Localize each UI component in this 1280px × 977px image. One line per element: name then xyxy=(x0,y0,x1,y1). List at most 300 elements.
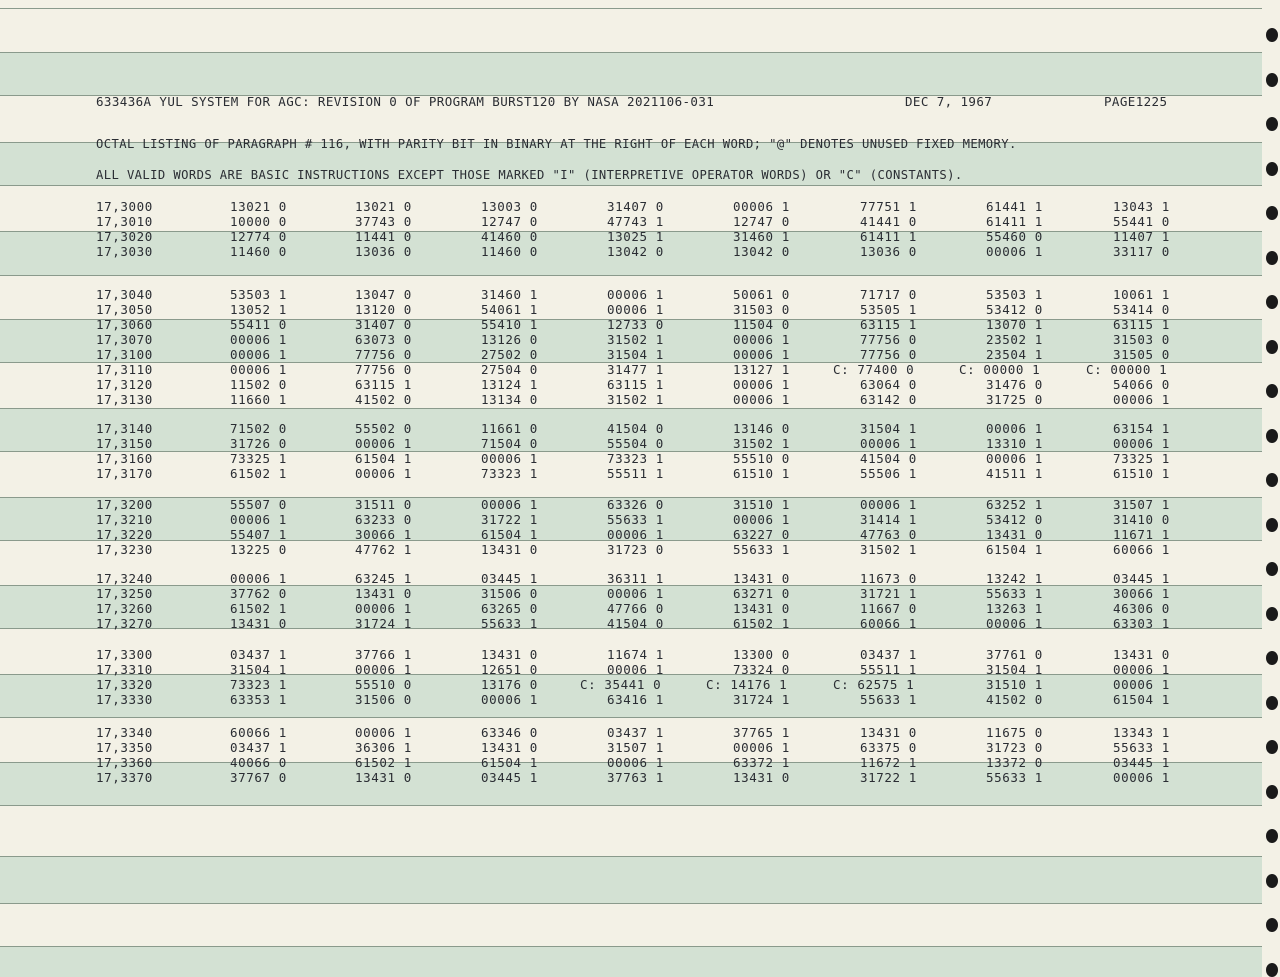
word-cell: 55460 0 xyxy=(986,228,1043,244)
note-line-1: OCTAL LISTING OF PARAGRAPH # 116, WITH PARITY BIT IN BINARY AT THE RIGHT OF EACH WORD; "@" DENOTES UNUSED FIXED MEMORY. xyxy=(96,137,1017,151)
feed-hole xyxy=(1266,473,1278,487)
word-cell: 41502 0 xyxy=(986,691,1043,707)
word-cell: 13003 0 xyxy=(481,199,538,214)
header-page: PAGE1225 xyxy=(1104,94,1168,109)
word-cell: 13431 0 xyxy=(1113,647,1170,662)
word-cell: 55633 1 xyxy=(481,615,538,631)
word-cell: 61504 1 xyxy=(986,541,1043,557)
word-cell: 13036 0 xyxy=(355,243,412,259)
feed-hole xyxy=(1266,874,1278,888)
word-cell: 37761 0 xyxy=(986,647,1043,662)
word-cell: 55633 1 xyxy=(860,691,917,707)
word-cell: 13036 0 xyxy=(860,243,917,259)
word-cell: 71717 0 xyxy=(860,287,917,302)
word-cell: 37765 1 xyxy=(733,725,790,740)
word-cell: 11661 0 xyxy=(481,421,538,436)
word-cell: 31726 0 xyxy=(230,435,287,451)
word-cell: 61502 1 xyxy=(355,754,412,770)
word-cell: 37743 0 xyxy=(355,213,412,229)
address-cell: 17,3100 xyxy=(96,347,153,362)
word-cell: 55407 1 xyxy=(230,526,287,542)
word-cell: 00006 1 xyxy=(860,435,917,451)
address-cell: 17,3220 xyxy=(96,526,153,542)
word-cell: 61504 1 xyxy=(1113,691,1170,707)
word-cell: 00006 1 xyxy=(230,331,287,347)
word-cell: 73325 1 xyxy=(1113,450,1170,466)
word-cell: 03437 1 xyxy=(230,739,287,755)
word-cell: 61502 1 xyxy=(733,615,790,631)
word-cell: 31504 1 xyxy=(230,661,287,677)
word-cell: 00006 1 xyxy=(1113,769,1170,785)
word-cell: 31723 0 xyxy=(986,739,1043,755)
address-cell: 17,3010 xyxy=(96,213,153,229)
address-cell: 17,3160 xyxy=(96,450,153,466)
word-cell: 11660 1 xyxy=(230,391,287,407)
word-cell: 63265 0 xyxy=(481,600,538,616)
word-cell: 11667 0 xyxy=(860,600,917,616)
word-cell: 77756 0 xyxy=(355,347,412,362)
feed-hole xyxy=(1266,295,1278,309)
word-cell: 13372 0 xyxy=(986,754,1043,770)
word-cell: 00006 1 xyxy=(607,287,664,302)
word-cell: 63271 0 xyxy=(733,585,790,601)
word-cell: 63375 0 xyxy=(860,739,917,755)
feed-hole xyxy=(1266,28,1278,42)
word-cell: C: 00000 1 xyxy=(959,361,1041,377)
word-cell: 00006 1 xyxy=(733,739,790,755)
word-cell: 73325 1 xyxy=(230,450,287,466)
address-cell: 17,3330 xyxy=(96,691,153,707)
word-cell: 23504 1 xyxy=(986,347,1043,362)
word-cell: 03445 1 xyxy=(1113,754,1170,770)
word-cell: 63233 0 xyxy=(355,511,412,527)
rule-line xyxy=(0,8,1262,9)
word-cell: 61504 1 xyxy=(355,450,412,466)
word-cell: 13225 0 xyxy=(230,541,287,557)
word-cell: 31502 1 xyxy=(607,391,664,407)
word-cell: C: 00000 1 xyxy=(1086,361,1168,377)
rule-line xyxy=(0,805,1262,806)
word-cell: 13343 1 xyxy=(1113,725,1170,740)
word-cell: 73324 0 xyxy=(733,661,790,677)
word-cell: 41504 0 xyxy=(607,615,664,631)
word-cell: 11671 1 xyxy=(1113,526,1170,542)
word-cell: 11441 0 xyxy=(355,228,412,244)
word-cell: 63346 0 xyxy=(481,725,538,740)
word-cell: 13300 0 xyxy=(733,647,790,662)
word-cell: 00006 1 xyxy=(986,243,1043,259)
word-cell: 00006 1 xyxy=(1113,676,1170,692)
address-cell: 17,3070 xyxy=(96,331,153,347)
word-cell: 13021 0 xyxy=(355,199,412,214)
word-cell: 63372 1 xyxy=(733,754,790,770)
word-cell: 55502 0 xyxy=(355,421,412,436)
word-cell: 10000 0 xyxy=(230,213,287,229)
word-cell: 31511 0 xyxy=(355,497,412,512)
word-cell: 55504 0 xyxy=(607,435,664,451)
feed-hole xyxy=(1266,206,1278,220)
address-cell: 17,3110 xyxy=(96,361,153,377)
word-cell: 31414 1 xyxy=(860,511,917,527)
word-cell: 00006 1 xyxy=(355,435,412,451)
word-cell: 11674 1 xyxy=(607,647,664,662)
word-cell: 11407 1 xyxy=(1113,228,1170,244)
word-cell: 47762 1 xyxy=(355,541,412,557)
feed-hole xyxy=(1266,829,1278,843)
word-cell: 55633 1 xyxy=(607,511,664,527)
word-cell: 31507 1 xyxy=(607,739,664,755)
word-cell: 55511 1 xyxy=(860,661,917,677)
word-cell: 31504 1 xyxy=(607,347,664,362)
word-cell: 55411 0 xyxy=(230,316,287,332)
paper-band xyxy=(0,53,1262,95)
word-cell: 63326 0 xyxy=(607,497,664,512)
feed-hole xyxy=(1266,384,1278,398)
word-cell: 00006 1 xyxy=(733,347,790,362)
word-cell: 13047 0 xyxy=(355,287,412,302)
word-cell: 13120 0 xyxy=(355,301,412,317)
rule-line xyxy=(0,856,1262,857)
word-cell: 63073 0 xyxy=(355,331,412,347)
word-cell: 53414 0 xyxy=(1113,301,1170,317)
word-cell: C: 62575 1 xyxy=(833,676,915,692)
word-cell: 61510 1 xyxy=(1113,465,1170,481)
feed-hole xyxy=(1266,607,1278,621)
word-cell: 36306 1 xyxy=(355,739,412,755)
feed-hole xyxy=(1266,73,1278,87)
word-cell: 13124 1 xyxy=(481,376,538,392)
word-cell: 37767 0 xyxy=(230,769,287,785)
word-cell: 00006 1 xyxy=(607,585,664,601)
word-cell: 71504 0 xyxy=(481,435,538,451)
note-line-2: ALL VALID WORDS ARE BASIC INSTRUCTIONS EXCEPT THOSE MARKED "I" (INTERPRETIVE OPERATOR WORDS) OR "C" (CONSTANTS). xyxy=(96,168,963,182)
word-cell: 47763 0 xyxy=(860,526,917,542)
word-cell: 31724 1 xyxy=(733,691,790,707)
word-cell: 13042 0 xyxy=(607,243,664,259)
paper-band xyxy=(0,857,1262,903)
word-cell: 55410 1 xyxy=(481,316,538,332)
word-cell: 63353 1 xyxy=(230,691,287,707)
word-cell: 13431 0 xyxy=(733,571,790,586)
word-cell: 13431 0 xyxy=(355,585,412,601)
word-cell: 41504 0 xyxy=(607,421,664,436)
word-cell: 31506 0 xyxy=(355,691,412,707)
address-cell: 17,3260 xyxy=(96,600,153,616)
word-cell: 54061 1 xyxy=(481,301,538,317)
word-cell: 13431 0 xyxy=(986,526,1043,542)
word-cell: 13021 0 xyxy=(230,199,287,214)
header-date: DEC 7, 1967 xyxy=(905,94,993,109)
word-cell: 00006 1 xyxy=(481,497,538,512)
word-cell: 23502 1 xyxy=(986,331,1043,347)
word-cell: 73323 1 xyxy=(607,450,664,466)
word-cell: 77756 0 xyxy=(860,331,917,347)
word-cell: 63303 1 xyxy=(1113,615,1170,631)
address-cell: 17,3340 xyxy=(96,725,153,740)
word-cell: 60066 1 xyxy=(860,615,917,631)
word-cell: 13043 1 xyxy=(1113,199,1170,214)
address-cell: 17,3000 xyxy=(96,199,153,214)
address-cell: 17,3170 xyxy=(96,465,153,481)
word-cell: 31460 1 xyxy=(733,228,790,244)
feed-hole xyxy=(1266,162,1278,176)
word-cell: 11675 0 xyxy=(986,725,1043,740)
rule-line xyxy=(0,275,1262,276)
word-cell: C: 77400 0 xyxy=(833,361,915,377)
word-cell: 00006 1 xyxy=(1113,435,1170,451)
rule-line xyxy=(0,408,1262,409)
word-cell: 63115 1 xyxy=(355,376,412,392)
word-cell: 41441 0 xyxy=(860,213,917,229)
word-cell: 77756 0 xyxy=(860,347,917,362)
word-cell: 11504 0 xyxy=(733,316,790,332)
word-cell: 10061 1 xyxy=(1113,287,1170,302)
rule-line xyxy=(0,185,1262,186)
word-cell: 13431 0 xyxy=(733,600,790,616)
word-cell: 00006 1 xyxy=(607,754,664,770)
word-cell: 00006 1 xyxy=(733,331,790,347)
word-cell: 61502 1 xyxy=(230,600,287,616)
address-cell: 17,3250 xyxy=(96,585,153,601)
word-cell: 41504 0 xyxy=(860,450,917,466)
word-cell: 55507 0 xyxy=(230,497,287,512)
word-cell: 63154 1 xyxy=(1113,421,1170,436)
word-cell: 11673 0 xyxy=(860,571,917,586)
word-cell: 63142 0 xyxy=(860,391,917,407)
word-cell: 47766 0 xyxy=(607,600,664,616)
word-cell: 63064 0 xyxy=(860,376,917,392)
word-cell: 31460 1 xyxy=(481,287,538,302)
word-cell: 27502 0 xyxy=(481,347,538,362)
address-cell: 17,3060 xyxy=(96,316,153,332)
word-cell: 00006 1 xyxy=(1113,661,1170,677)
word-cell: 13242 1 xyxy=(986,571,1043,586)
word-cell: 00006 1 xyxy=(230,571,287,586)
word-cell: 13146 0 xyxy=(733,421,790,436)
word-cell: 47743 1 xyxy=(607,213,664,229)
address-cell: 17,3270 xyxy=(96,615,153,631)
word-cell: 00006 1 xyxy=(986,615,1043,631)
word-cell: 55633 1 xyxy=(986,769,1043,785)
word-cell: 40066 0 xyxy=(230,754,287,770)
word-cell: 13263 1 xyxy=(986,600,1043,616)
feed-hole xyxy=(1266,963,1278,977)
word-cell: 41502 0 xyxy=(355,391,412,407)
word-cell: 00006 1 xyxy=(986,450,1043,466)
feed-hole xyxy=(1266,518,1278,532)
word-cell: 31407 0 xyxy=(607,199,664,214)
feed-hole xyxy=(1266,429,1278,443)
word-cell: 61411 1 xyxy=(860,228,917,244)
word-cell: 00006 1 xyxy=(481,450,538,466)
word-cell: 31505 0 xyxy=(1113,347,1170,362)
word-cell: 63115 1 xyxy=(860,316,917,332)
feed-hole xyxy=(1266,785,1278,799)
address-cell: 17,3320 xyxy=(96,676,153,692)
address-cell: 17,3350 xyxy=(96,739,153,755)
word-cell: 03445 1 xyxy=(481,571,538,586)
word-cell: 31722 1 xyxy=(481,511,538,527)
address-cell: 17,3230 xyxy=(96,541,153,557)
word-cell: 13310 1 xyxy=(986,435,1043,451)
word-cell: 13134 0 xyxy=(481,391,538,407)
word-cell: 73323 1 xyxy=(481,465,538,481)
word-cell: 13431 0 xyxy=(481,541,538,557)
word-cell: 31721 1 xyxy=(860,585,917,601)
address-cell: 17,3030 xyxy=(96,243,153,259)
word-cell: 61510 1 xyxy=(733,465,790,481)
word-cell: 53503 1 xyxy=(230,287,287,302)
word-cell: 53505 1 xyxy=(860,301,917,317)
word-cell: 61411 1 xyxy=(986,213,1043,229)
word-cell: 55510 0 xyxy=(733,450,790,466)
word-cell: 31504 1 xyxy=(986,661,1043,677)
word-cell: 37766 1 xyxy=(355,647,412,662)
word-cell: 31503 0 xyxy=(733,301,790,317)
word-cell: 31410 0 xyxy=(1113,511,1170,527)
address-cell: 17,3210 xyxy=(96,511,153,527)
address-cell: 17,3240 xyxy=(96,571,153,586)
word-cell: 00006 1 xyxy=(230,347,287,362)
word-cell: 60066 1 xyxy=(1113,541,1170,557)
word-cell: 13431 0 xyxy=(230,615,287,631)
word-cell: 13431 0 xyxy=(733,769,790,785)
word-cell: 00006 1 xyxy=(733,199,790,214)
word-cell: 13025 1 xyxy=(607,228,664,244)
rule-line xyxy=(0,52,1262,53)
word-cell: 03437 1 xyxy=(230,647,287,662)
word-cell: 12747 0 xyxy=(481,213,538,229)
word-cell: 31722 1 xyxy=(860,769,917,785)
word-cell: 13042 0 xyxy=(733,243,790,259)
feed-hole xyxy=(1266,651,1278,665)
word-cell: 61504 1 xyxy=(481,754,538,770)
word-cell: 37762 0 xyxy=(230,585,287,601)
word-cell: 00006 1 xyxy=(230,511,287,527)
address-cell: 17,3300 xyxy=(96,647,153,662)
address-cell: 17,3120 xyxy=(96,376,153,392)
word-cell: 31510 1 xyxy=(733,497,790,512)
word-cell: 13176 0 xyxy=(481,676,538,692)
word-cell: 36311 1 xyxy=(607,571,664,586)
word-cell: 31407 0 xyxy=(355,316,412,332)
word-cell: 13431 0 xyxy=(860,725,917,740)
address-cell: 17,3310 xyxy=(96,661,153,677)
word-cell: 03437 1 xyxy=(607,725,664,740)
word-cell: 55633 1 xyxy=(1113,739,1170,755)
word-cell: 00006 1 xyxy=(355,600,412,616)
word-cell: 37763 1 xyxy=(607,769,664,785)
word-cell: 63115 1 xyxy=(1113,316,1170,332)
word-cell: 63252 1 xyxy=(986,497,1043,512)
word-cell: 11460 0 xyxy=(230,243,287,259)
word-cell: 00006 1 xyxy=(986,421,1043,436)
word-cell: 12747 0 xyxy=(733,213,790,229)
word-cell: 55506 1 xyxy=(860,465,917,481)
word-cell: 00006 1 xyxy=(355,725,412,740)
word-cell: 00006 1 xyxy=(481,691,538,707)
feed-hole xyxy=(1266,117,1278,131)
word-cell: 30066 1 xyxy=(1113,585,1170,601)
word-cell: 41511 1 xyxy=(986,465,1043,481)
word-cell: 31504 1 xyxy=(860,421,917,436)
address-cell: 17,3140 xyxy=(96,421,153,436)
rule-line xyxy=(0,717,1262,718)
word-cell: 31725 0 xyxy=(986,391,1043,407)
word-cell: 31503 0 xyxy=(1113,331,1170,347)
word-cell: 30066 1 xyxy=(355,526,412,542)
word-cell: 00006 1 xyxy=(733,391,790,407)
word-cell: 00006 1 xyxy=(607,661,664,677)
word-cell: 55510 0 xyxy=(355,676,412,692)
word-cell: 31476 0 xyxy=(986,376,1043,392)
word-cell: 55633 1 xyxy=(733,541,790,557)
word-cell: 31506 0 xyxy=(481,585,538,601)
word-cell: 53503 1 xyxy=(986,287,1043,302)
word-cell: 55633 1 xyxy=(986,585,1043,601)
word-cell: 12774 0 xyxy=(230,228,287,244)
rule-line xyxy=(0,946,1262,947)
word-cell: 12733 0 xyxy=(607,316,664,332)
word-cell: 61502 1 xyxy=(230,465,287,481)
feed-hole xyxy=(1266,251,1278,265)
word-cell: 13431 0 xyxy=(481,739,538,755)
word-cell: 33117 0 xyxy=(1113,243,1170,259)
feed-hole xyxy=(1266,340,1278,354)
address-cell: 17,3040 xyxy=(96,287,153,302)
feed-hole xyxy=(1266,740,1278,754)
word-cell: 00006 1 xyxy=(355,661,412,677)
word-cell: 41460 0 xyxy=(481,228,538,244)
word-cell: 53412 0 xyxy=(986,511,1043,527)
word-cell: 13070 1 xyxy=(986,316,1043,332)
word-cell: 00006 1 xyxy=(733,376,790,392)
word-cell: 55511 1 xyxy=(607,465,664,481)
word-cell: 31502 1 xyxy=(860,541,917,557)
word-cell: 11672 1 xyxy=(860,754,917,770)
word-cell: 31510 1 xyxy=(986,676,1043,692)
word-cell: 31502 1 xyxy=(607,331,664,347)
header-title: 633436A YUL SYSTEM FOR AGC: REVISION 0 OF PROGRAM BURST120 BY NASA 2021106-031 xyxy=(96,94,715,109)
address-cell: 17,3050 xyxy=(96,301,153,317)
word-cell: 03445 1 xyxy=(481,769,538,785)
word-cell: 63245 1 xyxy=(355,571,412,586)
word-cell: 46306 0 xyxy=(1113,600,1170,616)
word-cell: 12651 0 xyxy=(481,661,538,677)
word-cell: C: 14176 1 xyxy=(706,676,788,692)
feed-hole xyxy=(1266,562,1278,576)
word-cell: 00006 1 xyxy=(607,526,664,542)
word-cell: 63416 1 xyxy=(607,691,664,707)
word-cell: 31723 0 xyxy=(607,541,664,557)
word-cell: 13127 1 xyxy=(733,361,790,377)
word-cell: 77751 1 xyxy=(860,199,917,214)
word-cell: 03437 1 xyxy=(860,647,917,662)
word-cell: 13431 0 xyxy=(481,647,538,662)
address-cell: 17,3200 xyxy=(96,497,153,512)
word-cell: 13126 0 xyxy=(481,331,538,347)
word-cell: 54066 0 xyxy=(1113,376,1170,392)
word-cell: 27504 0 xyxy=(481,361,538,377)
paper-band xyxy=(0,947,1262,977)
word-cell: 00006 1 xyxy=(860,497,917,512)
word-cell: 00006 1 xyxy=(607,301,664,317)
word-cell: 13052 1 xyxy=(230,301,287,317)
word-cell: 00006 1 xyxy=(1113,391,1170,407)
word-cell: 31477 1 xyxy=(607,361,664,377)
feed-hole xyxy=(1266,918,1278,932)
address-cell: 17,3020 xyxy=(96,228,153,244)
